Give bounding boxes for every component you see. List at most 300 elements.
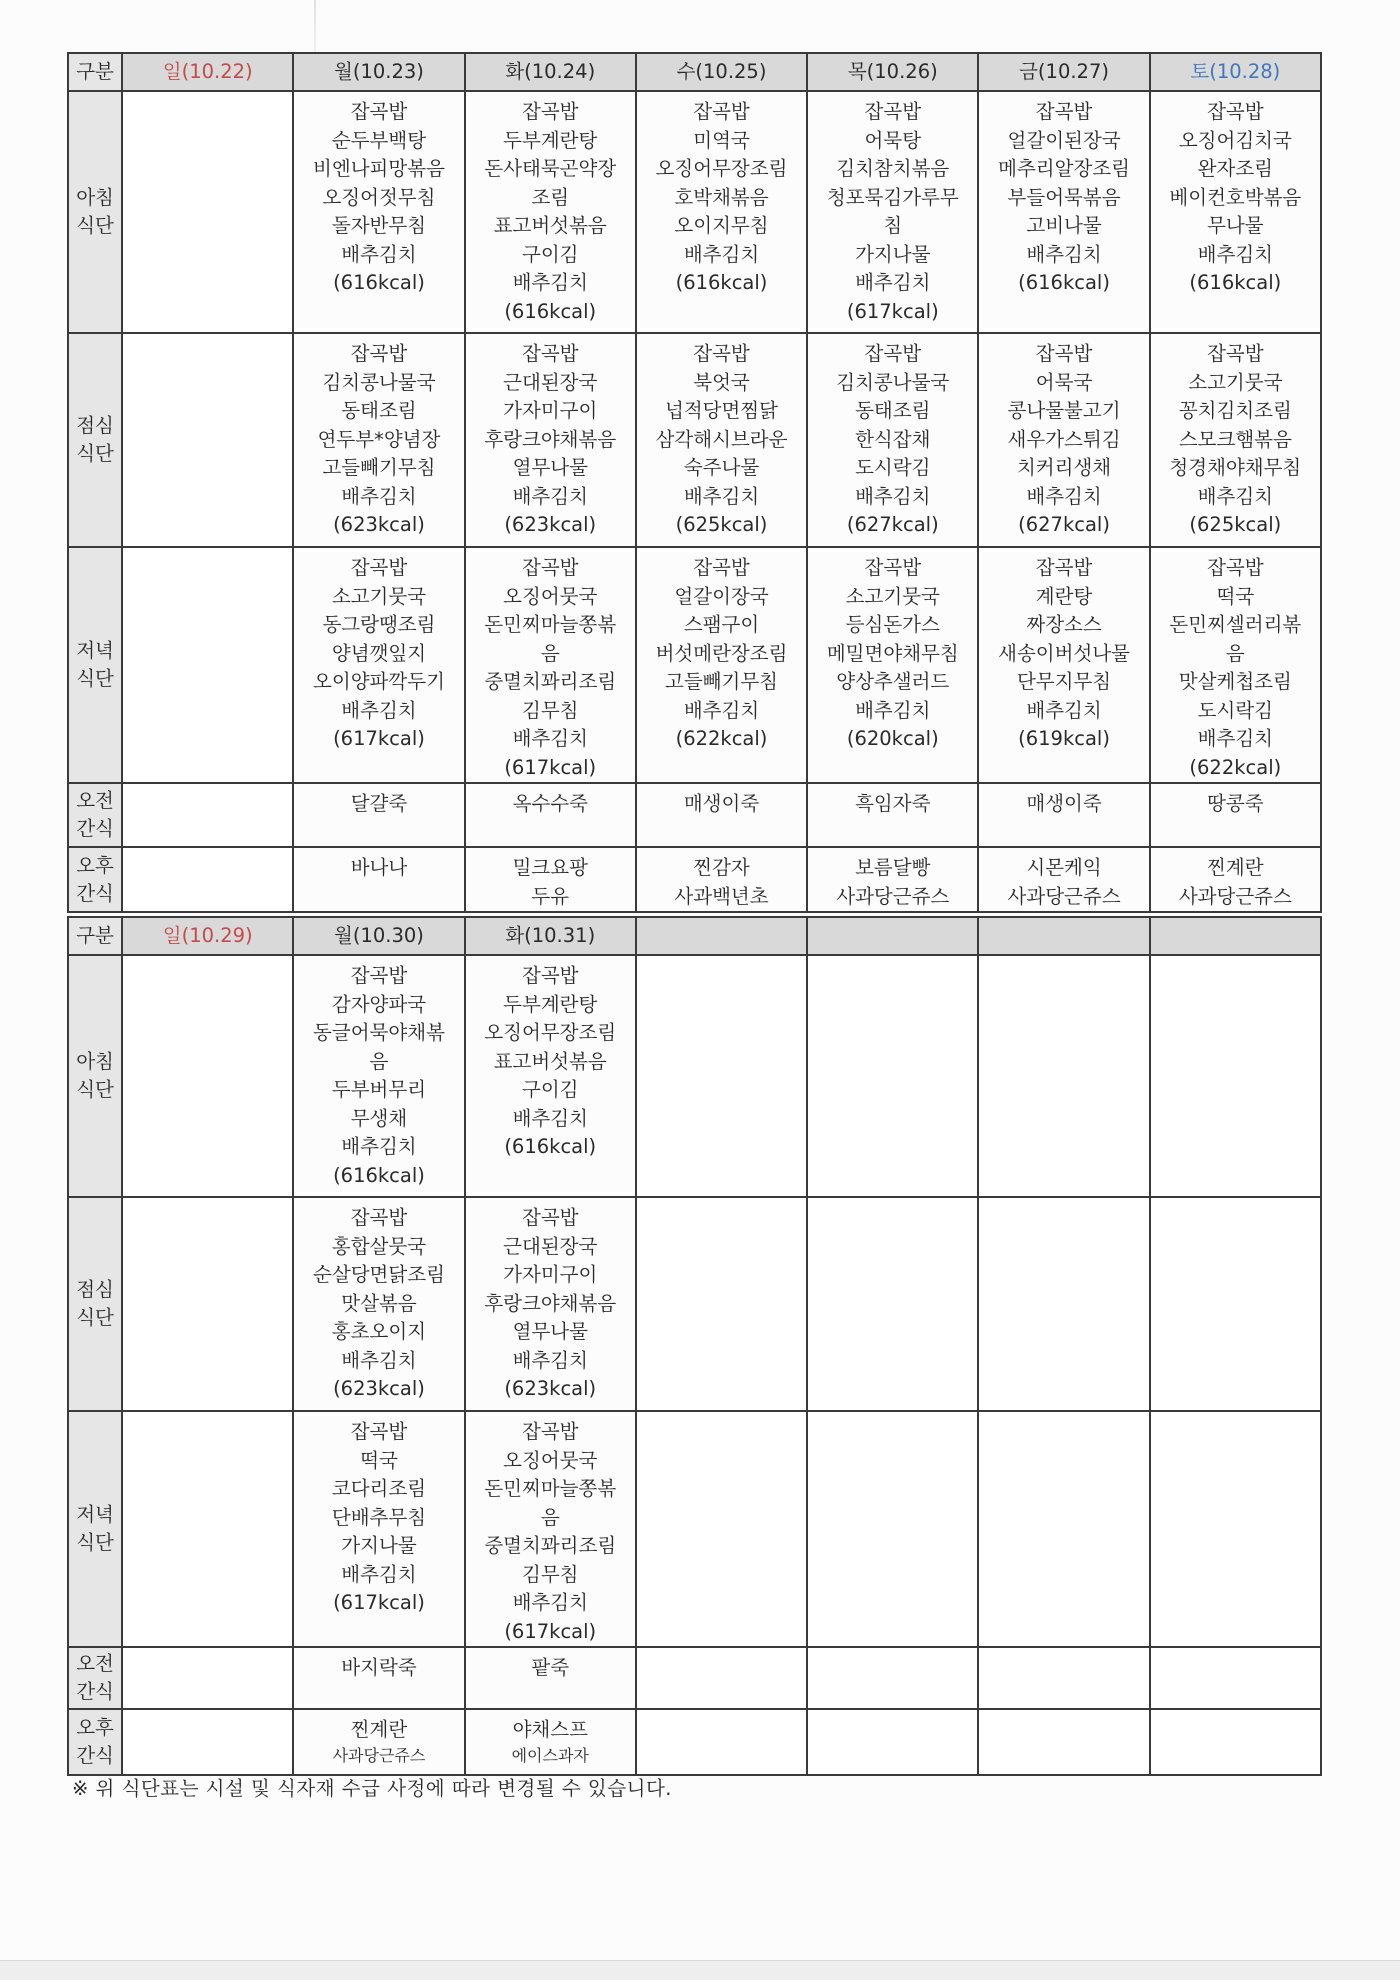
menu-item: 순살당면닭조림 (313, 1263, 445, 1286)
menu-item: 두부계란탕 (503, 128, 598, 152)
menu-item: 동글어묵야채볶 (313, 1021, 445, 1044)
menu-item: 완자조림 (1197, 157, 1274, 180)
menu-item: 옥수수죽 (512, 792, 588, 815)
day-header: 수(10.25) (636, 53, 807, 91)
menu-item: 표고버섯볶음 (493, 1049, 607, 1073)
menu-item: 가자미구이 (503, 399, 598, 422)
menu-item: 잡곡밥 (864, 556, 922, 579)
menu-cell (807, 1647, 978, 1709)
menu-cell (807, 333, 978, 547)
meal-row (68, 1197, 1321, 1411)
menu-item: 메밀면야채무침 (826, 641, 959, 665)
menu-item: 떡국 (360, 1448, 398, 1472)
menu-item: (617kcal) (504, 755, 597, 779)
menu-item: 양상추샐러드 (836, 670, 950, 693)
menu-item: (616kcal) (504, 1135, 597, 1158)
meal-label (68, 547, 122, 783)
menu-item: 중멸치꽈리조림 (484, 670, 617, 693)
menu-item: 잡곡밥 (521, 1206, 579, 1229)
menu-item: 열무나물 (512, 456, 588, 479)
menu-item: 한식잡채 (855, 427, 931, 451)
menu-cell (978, 847, 1149, 912)
menu-cell (122, 783, 293, 847)
menu-item: 흑임자죽 (855, 792, 931, 815)
menu-item: 배추김치 (1197, 242, 1274, 266)
menu-item: (619kcal) (1018, 727, 1110, 750)
menu-item: 밀크요팡 (512, 856, 588, 879)
menu-cell (465, 955, 636, 1197)
menu-item: 넙적당면찜닭 (664, 399, 779, 422)
menu-item: 등심돈가스 (845, 613, 940, 636)
meal-label-line: 오후 (76, 1716, 114, 1739)
menu-item: 잡곡밥 (521, 100, 579, 123)
menu-cell (293, 333, 464, 547)
menu-item: 고들빼기무침 (322, 456, 436, 479)
menu-item: 시몬케익 (1026, 856, 1102, 879)
menu-item: 콩나물불고기 (1007, 399, 1121, 422)
menu-item: 배추김치 (683, 484, 760, 508)
meal-label-line: 오전 (76, 1652, 114, 1675)
day-header: 토(10.28) (1150, 53, 1321, 91)
menu-item: 배추김치 (341, 242, 417, 266)
menu-cell (978, 1197, 1149, 1411)
menu-item: 후랑크야채볶음 (484, 1291, 617, 1315)
meal-label-line: 식단 (76, 1306, 114, 1329)
menu-item: 비엔나피망볶음 (313, 157, 445, 180)
menu-item: 잡곡밥 (1207, 100, 1264, 123)
menu-cell (122, 955, 293, 1197)
menu-item: 동그랑땡조림 (322, 613, 436, 636)
meal-label (68, 91, 122, 333)
menu-item: 새우가스튀김 (1007, 427, 1121, 451)
menu-item: 사과당근쥬스 (1007, 884, 1121, 908)
menu-cell (122, 847, 293, 912)
menu-item: 오징어무장조림 (655, 157, 788, 180)
menu-cell (465, 1709, 636, 1775)
meal-label-line: 식단 (76, 442, 114, 465)
menu-item: 두유 (531, 884, 570, 908)
menu-item: (616kcal) (333, 1163, 425, 1187)
meal-label (68, 1197, 122, 1411)
menu-item: 달걀죽 (350, 792, 408, 815)
menu-item: 배추김치 (341, 698, 417, 722)
menu-cell (1150, 783, 1321, 847)
menu-cell (1150, 1647, 1321, 1709)
menu-item: (627kcal) (846, 513, 939, 536)
menu-cell (293, 1647, 464, 1709)
menu-cell (1150, 955, 1321, 1197)
day-header: 일(10.22) (122, 53, 293, 91)
menu-item: 꽁치김치조림 (1178, 399, 1292, 422)
menu-item: 청포묵김가루무 (826, 185, 959, 209)
menu-item: 조림 (531, 185, 570, 209)
menu-item: 음 (1225, 641, 1245, 665)
menu-item: 중멸치꽈리조림 (484, 1534, 617, 1557)
menu-item: 매생이죽 (683, 792, 760, 815)
menu-item: 배추김치 (512, 271, 588, 294)
paper-bottom-edge (0, 1960, 1400, 1980)
header-label: 구분 (68, 917, 122, 955)
menu-item: 땅콩죽 (1207, 792, 1264, 815)
meal-label-line: 식단 (76, 214, 114, 237)
menu-item: (623kcal) (504, 513, 597, 536)
menu-cell (978, 1709, 1149, 1775)
menu-item: 코다리조림 (331, 1477, 427, 1500)
menu-item: 오징어김치국 (1178, 128, 1292, 152)
menu-item: 양념깻잎지 (331, 641, 427, 665)
menu-item: 사과당근쥬스 (836, 884, 950, 908)
menu-cell (636, 783, 807, 847)
menu-cell (807, 955, 978, 1197)
menu-item: 소고기뭇국 (1188, 370, 1283, 394)
meal-row (68, 1709, 1321, 1775)
menu-item: 바지락죽 (341, 1656, 417, 1679)
menu-item: 잡곡밥 (350, 100, 408, 123)
menu-item: 짜장소스 (1026, 613, 1102, 636)
menu-item: 김무침 (521, 698, 579, 722)
menu-item: 소고기뭇국 (845, 584, 940, 608)
menu-item: 오징어뭇국 (503, 1448, 598, 1472)
menu-cell (1150, 1709, 1321, 1775)
menu-cell (978, 1647, 1149, 1709)
menu-item: 돈민찌셀러리볶 (1169, 613, 1302, 636)
menu-item: 사과당근쥬스 (1178, 884, 1292, 908)
menu-item: (623kcal) (333, 1377, 425, 1400)
menu-item: 사과당근쥬스 (332, 1745, 426, 1765)
menu-item: 떡국 (1216, 584, 1255, 608)
meal-label (68, 847, 122, 912)
menu-item: 버섯메란장조림 (655, 641, 788, 665)
menu-cell (636, 955, 807, 1197)
menu-item: 무생채 (350, 1106, 408, 1130)
menu-item: 감자양파국 (331, 992, 427, 1016)
meal-row (68, 333, 1321, 547)
menu-item: 잡곡밥 (350, 964, 408, 987)
meal-label-line: 간식 (76, 1680, 114, 1703)
meal-row (68, 955, 1321, 1197)
menu-cell (122, 1647, 293, 1709)
header-label: 구분 (68, 53, 122, 91)
menu-item: (622kcal) (1189, 755, 1282, 779)
menu-item: 침 (883, 214, 903, 237)
day-header (807, 917, 978, 955)
menu-item: 북엇국 (693, 370, 750, 394)
meal-row (68, 547, 1321, 783)
menu-item: 도시락김 (855, 456, 931, 479)
menu-item: 열무나물 (512, 1320, 588, 1343)
menu-item: 어묵탕 (864, 128, 922, 152)
header-row (68, 53, 1321, 91)
meal-row (68, 847, 1321, 912)
menu-item: 잡곡밥 (521, 964, 579, 987)
menu-item: 스모크햄볶음 (1178, 427, 1292, 451)
menu-item: 오징어젓무침 (322, 185, 436, 209)
menu-item: 후랑크야채볶음 (484, 427, 617, 451)
meal-row (68, 783, 1321, 847)
day-header: 월(10.23) (293, 53, 464, 91)
meal-label-line: 오전 (76, 789, 114, 812)
menu-item: 근대된장국 (503, 370, 598, 394)
menu-cell (807, 1709, 978, 1775)
menu-item: 팥죽 (531, 1656, 570, 1679)
menu-item: 음 (369, 1049, 389, 1073)
menu-cell (636, 333, 807, 547)
menu-item: 구이김 (521, 242, 579, 266)
menu-cell (636, 1647, 807, 1709)
menu-item: 잡곡밥 (693, 556, 750, 579)
menu-item: 사과백년초 (674, 884, 769, 908)
menu-item: 배추김치 (341, 484, 417, 508)
menu-item: 찐감자 (693, 856, 750, 879)
menu-item: 김치콩나물국 (836, 370, 950, 394)
menu-item: 김치참치볶음 (836, 157, 950, 180)
menu-item: (617kcal) (333, 1591, 425, 1614)
menu-item: (625kcal) (1189, 513, 1282, 536)
menu-cell (293, 1197, 464, 1411)
menu-cell (807, 91, 978, 333)
meal-label-line: 간식 (76, 1744, 114, 1767)
meal-label (68, 1709, 122, 1775)
menu-cell (465, 91, 636, 333)
menu-cell (122, 1411, 293, 1647)
menu-item: 잡곡밥 (1035, 556, 1093, 579)
menu-item: 돈사태묵곤약장 (484, 157, 617, 180)
menu-item: 동태조림 (341, 399, 417, 422)
menu-cell (293, 783, 464, 847)
menu-item: 돈민찌마늘쫑볶 (484, 613, 617, 636)
menu-item: (616kcal) (1189, 271, 1282, 294)
menu-item: 잡곡밥 (521, 1420, 579, 1443)
menu-item: 잡곡밥 (350, 1420, 408, 1443)
menu-item: 바나나 (350, 856, 408, 879)
menu-cell (122, 333, 293, 547)
menu-item: (617kcal) (846, 299, 939, 323)
menu-cell (978, 783, 1149, 847)
menu-item: 찐계란 (1207, 856, 1264, 879)
meal-label (68, 783, 122, 847)
meal-label (68, 1647, 122, 1709)
menu-item: 얼갈이된장국 (1007, 128, 1121, 152)
menu-item: 배추김치 (341, 1562, 417, 1586)
menu-item: 소고기뭇국 (331, 584, 427, 608)
menu-table-week2 (67, 916, 1322, 1776)
menu-item: (620kcal) (846, 727, 939, 750)
menu-item: 오이지무침 (674, 214, 769, 237)
menu-item: 배추김치 (683, 698, 760, 722)
menu-cell (293, 547, 464, 783)
menu-item: 오징어무장조림 (484, 1021, 617, 1044)
menu-item: (627kcal) (1018, 513, 1110, 536)
menu-item: (617kcal) (333, 727, 425, 750)
menu-cell (293, 1709, 464, 1775)
menu-item: 고비나물 (1026, 214, 1102, 237)
menu-item: 배추김치 (512, 484, 588, 508)
menu-item: (616kcal) (675, 271, 768, 294)
menu-item: (616kcal) (504, 299, 597, 323)
menu-item: (625kcal) (675, 513, 768, 536)
menu-item: 단배추무침 (331, 1505, 427, 1529)
day-header: 일(10.29) (122, 917, 293, 955)
menu-item: 오이양파깍두기 (313, 670, 445, 693)
menu-item: 잡곡밥 (864, 342, 922, 365)
menu-cell (978, 91, 1149, 333)
meal-label-line: 저녁 (76, 639, 114, 662)
menu-cell (465, 783, 636, 847)
menu-item: 잡곡밥 (350, 556, 408, 579)
menu-item: 부들어묵볶음 (1007, 185, 1121, 209)
menu-cell (293, 847, 464, 912)
day-header (978, 917, 1149, 955)
menu-item: 단무지무침 (1016, 670, 1112, 693)
meal-row (68, 1647, 1321, 1709)
menu-item: 잡곡밥 (693, 342, 750, 365)
menu-cell (978, 1411, 1149, 1647)
menu-item: 잡곡밥 (521, 556, 579, 579)
header-row (68, 917, 1321, 955)
menu-item: 치커리생채 (1016, 456, 1112, 479)
menu-item: 스팸구이 (683, 613, 760, 636)
menu-item: 두부계란탕 (503, 992, 598, 1016)
menu-item: 음 (540, 1505, 560, 1529)
menu-item: 삼각해시브라운 (655, 427, 788, 451)
menu-item: 잡곡밥 (1207, 342, 1264, 365)
menu-item: 메추리알장조림 (998, 157, 1130, 180)
menu-cell (122, 1709, 293, 1775)
meal-label-line: 아침 (76, 1050, 114, 1073)
menu-cell (1150, 847, 1321, 912)
menu-cell (978, 955, 1149, 1197)
menu-item: 배추김치 (1197, 727, 1274, 750)
menu-item: (623kcal) (504, 1377, 597, 1400)
menu-item: 찐계란 (350, 1718, 408, 1741)
menu-item: 구이김 (521, 1078, 579, 1101)
menu-item: 배추김치 (341, 1348, 417, 1372)
menu-item: 가지나물 (855, 242, 931, 266)
menu-item: 도시락김 (1197, 698, 1274, 722)
footnote: ※ 위 식단표는 시설 및 식자재 수급 사정에 따라 변경될 수 있습니다. (72, 1777, 672, 1800)
menu-item: 표고버섯볶음 (493, 214, 607, 237)
menu-item: 보름달빵 (855, 856, 931, 879)
menu-cell (1150, 547, 1321, 783)
menu-item: 무나물 (1207, 214, 1264, 237)
menu-cell (636, 1709, 807, 1775)
menu-cell (807, 1197, 978, 1411)
menu-item: 홍합살뭇국 (331, 1234, 427, 1258)
menu-item: 매생이죽 (1026, 792, 1102, 815)
menu-item: 배추김치 (341, 1135, 417, 1158)
meal-label-line: 식단 (76, 1078, 114, 1101)
meal-label-line: 점심 (76, 1278, 114, 1301)
menu-cell (122, 1197, 293, 1411)
meal-label-line: 간식 (76, 881, 114, 905)
menu-item: 새송이버섯나물 (998, 641, 1130, 665)
menu-item: 잡곡밥 (350, 342, 408, 365)
menu-item: (623kcal) (333, 513, 425, 536)
menu-item: 배추김치 (1026, 242, 1102, 266)
menu-cell (636, 1197, 807, 1411)
menu-item: 잡곡밥 (864, 100, 922, 123)
menu-item: 김치콩나물국 (322, 370, 436, 394)
meal-label-line: 오후 (76, 853, 114, 877)
menu-cell (465, 1197, 636, 1411)
menu-item: 김무침 (521, 1562, 579, 1586)
menu-item: 오징어뭇국 (503, 584, 598, 608)
menu-item: 배추김치 (1197, 484, 1274, 508)
menu-item: 순두부백탕 (331, 128, 427, 152)
meal-label-line: 간식 (76, 817, 114, 840)
meal-row (68, 91, 1321, 333)
menu-cell (465, 333, 636, 547)
menu-item: 가지나물 (341, 1534, 417, 1557)
menu-cell (807, 547, 978, 783)
menu-cell (465, 1647, 636, 1709)
meal-label-line: 아침 (76, 186, 114, 209)
meal-label (68, 1411, 122, 1647)
menu-cell (1150, 1197, 1321, 1411)
meal-label-line: 저녁 (76, 1503, 114, 1526)
menu-item: 배추김치 (683, 242, 760, 266)
menu-item: 잡곡밥 (521, 342, 579, 365)
menu-item: 맛살케첩조림 (1178, 670, 1292, 693)
menu-cell (293, 955, 464, 1197)
menu-cell (465, 547, 636, 783)
menu-item: 배추김치 (855, 698, 931, 722)
menu-cell (293, 1411, 464, 1647)
meal-label (68, 955, 122, 1197)
menu-cell (807, 783, 978, 847)
menu-item: 배추김치 (855, 271, 931, 294)
menu-item: (616kcal) (1018, 271, 1110, 294)
paper-crease (314, 0, 316, 60)
menu-item: 베이컨호박볶음 (1169, 185, 1302, 209)
menu-item: 호박채볶음 (674, 185, 769, 209)
menu-item: 배추김치 (1026, 484, 1102, 508)
meal-label (68, 333, 122, 547)
menu-item: 숙주나물 (683, 456, 760, 479)
menu-item: 돌자반무침 (331, 214, 427, 237)
menu-item: 에이스과자 (511, 1745, 589, 1765)
menu-cell (636, 547, 807, 783)
menu-cell (978, 333, 1149, 547)
day-header: 월(10.30) (293, 917, 464, 955)
menu-cell (636, 847, 807, 912)
menu-item: 잡곡밥 (1207, 556, 1264, 579)
menu-cell (465, 1411, 636, 1647)
menu-cell (807, 1411, 978, 1647)
menu-item: 배추김치 (512, 1591, 588, 1614)
menu-item: (622kcal) (675, 727, 768, 750)
menu-cell (1150, 333, 1321, 547)
menu-item: 고들빼기무침 (664, 670, 779, 693)
menu-item: 어묵국 (1035, 370, 1093, 394)
menu-item: 잡곡밥 (1035, 342, 1093, 365)
menu-item: 배추김치 (1026, 698, 1102, 722)
menu-item: 계란탕 (1035, 584, 1093, 608)
menu-item: (616kcal) (333, 271, 425, 294)
meal-row (68, 1411, 1321, 1647)
meal-label-line: 식단 (76, 667, 114, 690)
menu-cell (465, 847, 636, 912)
menu-item: 근대된장국 (503, 1234, 598, 1258)
menu-cell (293, 91, 464, 333)
menu-cell (1150, 1411, 1321, 1647)
menu-item: 청경채야채무침 (1169, 456, 1302, 479)
menu-table-week1 (67, 52, 1322, 913)
meal-label-line: 점심 (76, 414, 114, 437)
menu-item: 잡곡밥 (1035, 100, 1093, 123)
menu-item: 가자미구이 (503, 1263, 598, 1286)
menu-cell (978, 547, 1149, 783)
